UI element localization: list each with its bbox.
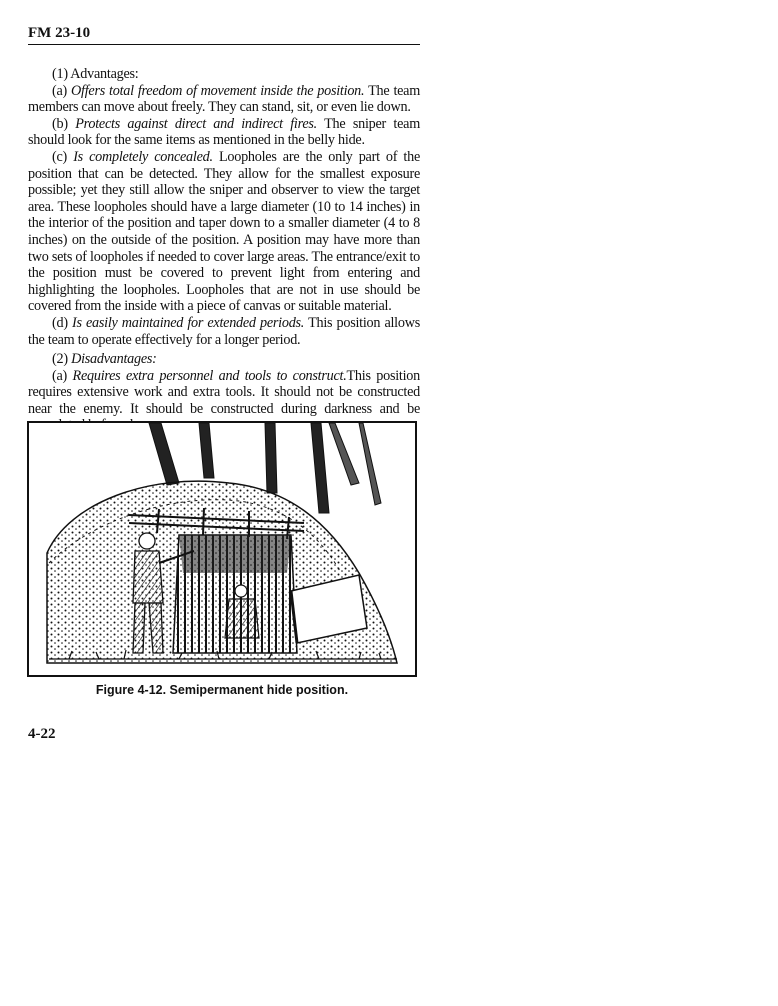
advantage-d-lead: Is easily maintained for extended periods. [72,314,305,331]
disadvantage-a: (a) Requires extra personnel and tools to construct.This position requires extensive work and extra tools. It should not be constructed near the enemy. It should be constructed during darkness and be [28,367,420,417]
advantage-d: (d) Is easily maintained for extended periods. This position allows the team to operate effectively for a longer period. [28,314,420,348]
advantage-b-lead: Protects against direct and indirect fires. [75,115,317,132]
advantage-a-lead: Offers total freedom of movement inside the position. [71,82,365,99]
disadvantages-heading: (2) Disadvantages: [52,351,157,368]
advantage-a: (a) Offers total freedom of movement inside the position. The team members can move about freely. They can stand, sit, or even lie down. [28,82,421,116]
hide-position-illustration [27,421,417,677]
advantage-b: (b) Protects against direct and indirect fires. The sniper team should look for the same items as mentioned in the belly hide. [28,115,421,149]
running-header [28,24,420,45]
disadvantage-a-lead: Requires extra personnel and tools to construct. [72,367,347,384]
body-text [28,66,420,434]
figure-caption: Figure 4-12. Semipermanent hide position. [95,683,349,697]
page-number: 4-22 [28,726,56,742]
advantage-c: (c) Is completely concealed. Loopholes are the only part of the position that can be detected. They allow for the smallest exposure possible; yet they still allow the sniper and observer to view the target area. These loopholes should have a large diameter (10 to 14 inches) in the interior of the position and taper down to a smaller diameter (4 to 8 inches) on the outside of the position. A position may have more than two sets of loopholes if needed to cover large areas. The entrance/exit to the position must be covered to prevent light from entering and highlighting the loopholes. Loopholes that are not in use should be covered from the inside with a piece of canvas or suitable material. [28,148,421,315]
document-id: FM 23-10 [28,25,91,41]
sketch-drawing [29,423,415,675]
advantage-c-lead: Is completely concealed. [73,148,213,165]
advantages-heading: (1) Advantages: [52,66,139,82]
